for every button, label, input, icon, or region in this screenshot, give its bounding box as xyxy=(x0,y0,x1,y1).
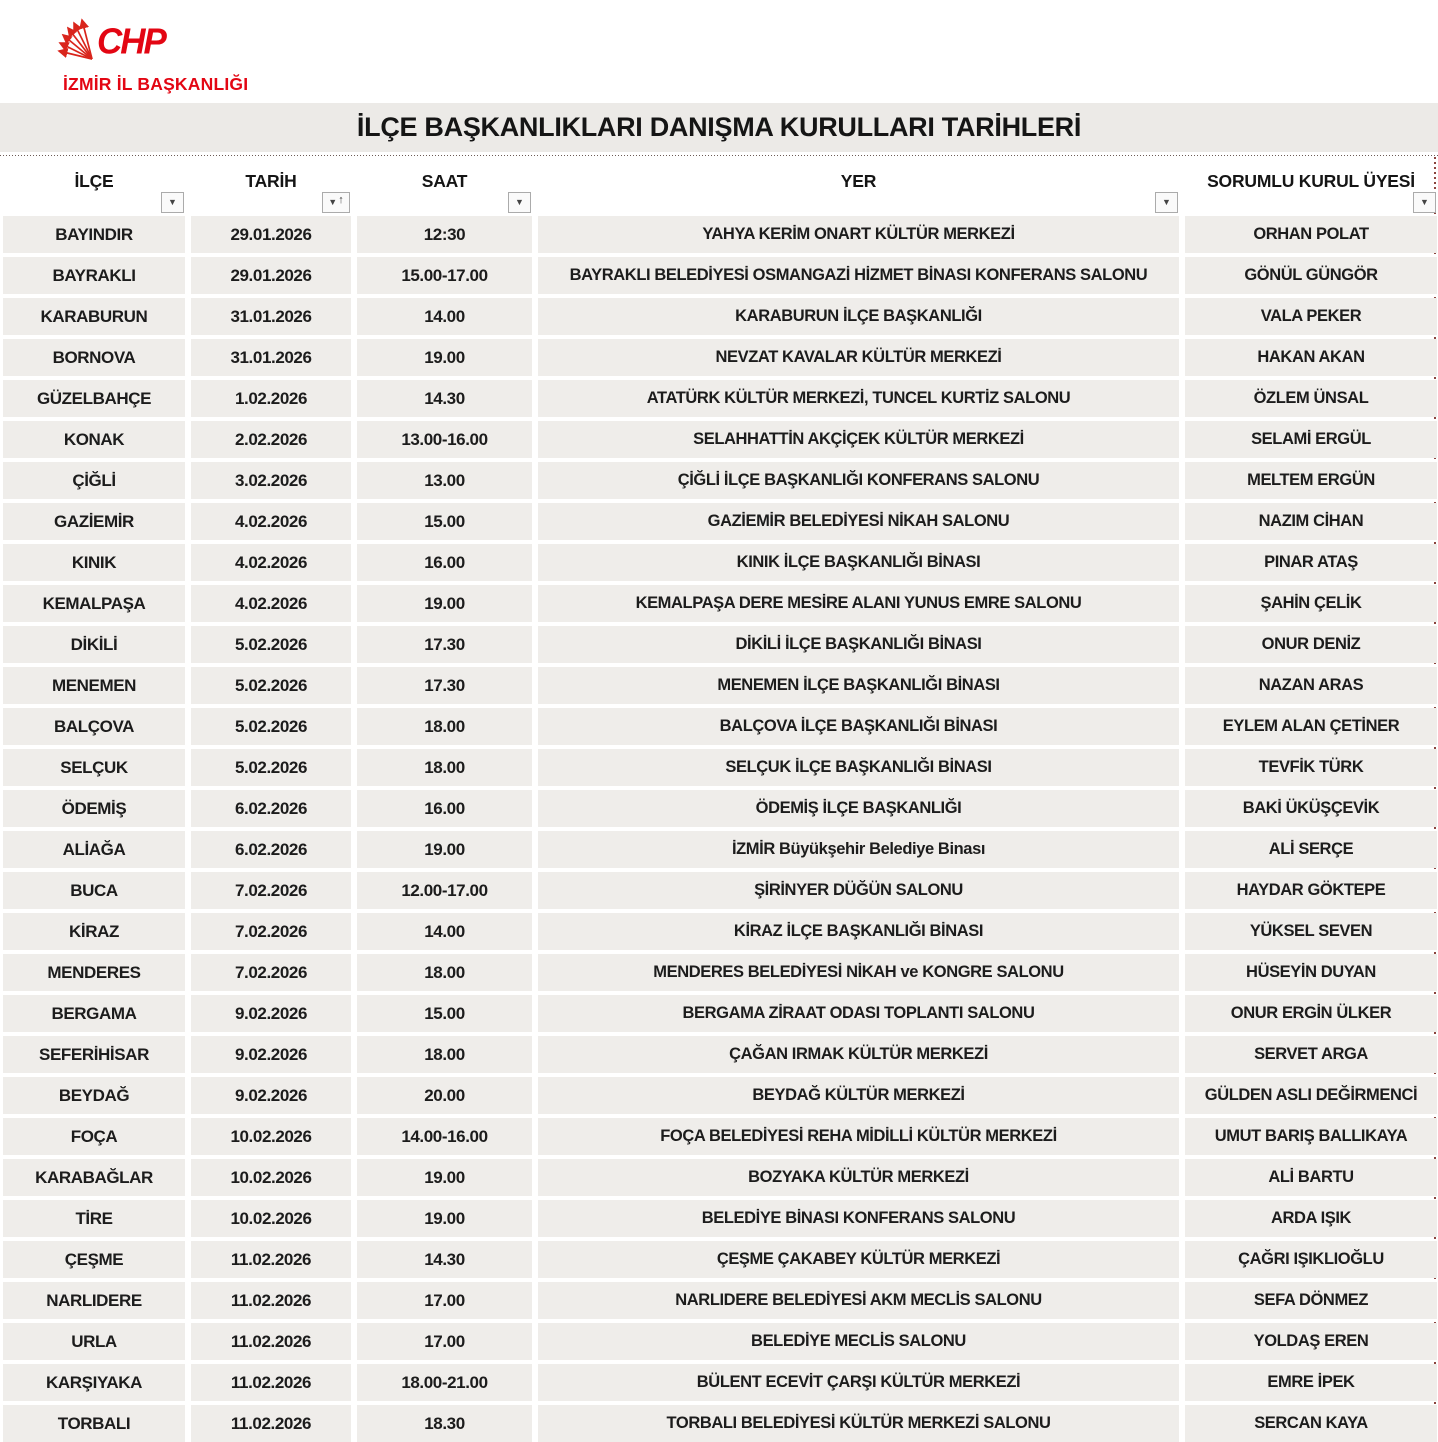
cell-district[interactable]: ALİAĞA xyxy=(3,831,185,868)
cell-place[interactable]: BEYDAĞ KÜLTÜR MERKEZİ xyxy=(538,1077,1179,1114)
cell-date[interactable]: 11.02.2026 xyxy=(191,1241,351,1278)
page-title: İLÇE BAŞKANLIKLARI DANIŞMA KURULLARI TARİHLERİ xyxy=(356,112,1082,142)
page-break-horizontal-line xyxy=(0,155,1438,156)
cell-date[interactable]: 31.01.2026 xyxy=(191,339,351,376)
cell-member[interactable]: SELAMİ ERGÜL xyxy=(1185,421,1437,458)
cell-date[interactable]: 4.02.2026 xyxy=(191,544,351,581)
cell-time[interactable]: 14.30 xyxy=(357,380,532,417)
cell-place[interactable]: İZMİR Büyükşehir Belediye Binası xyxy=(538,831,1179,868)
cell-district[interactable]: NARLIDERE xyxy=(3,1282,185,1319)
cell-date[interactable]: 9.02.2026 xyxy=(191,995,351,1032)
cell-member[interactable]: SERVET ARGA xyxy=(1185,1036,1437,1073)
cell-member[interactable]: HÜSEYİN DUYAN xyxy=(1185,954,1437,991)
cell-date[interactable]: 10.02.2026 xyxy=(191,1200,351,1237)
filter-dropdown-icon[interactable]: ▼ xyxy=(1413,192,1436,213)
cell-place[interactable]: ÇAĞAN IRMAK KÜLTÜR MERKEZİ xyxy=(538,1036,1179,1073)
cell-date[interactable]: 5.02.2026 xyxy=(191,708,351,745)
table-header xyxy=(3,157,1437,216)
cell-district[interactable]: KARABAĞLAR xyxy=(3,1159,185,1196)
cell-time[interactable]: 15.00 xyxy=(357,995,532,1032)
cell-time[interactable]: 20.00 xyxy=(357,1077,532,1114)
cell-member[interactable]: VALA PEKER xyxy=(1185,298,1437,335)
cell-date[interactable]: 7.02.2026 xyxy=(191,954,351,991)
cell-place[interactable]: MENEMEN İLÇE BAŞKANLIĞI BİNASI xyxy=(538,667,1179,704)
cell-date[interactable]: 11.02.2026 xyxy=(191,1364,351,1401)
cell-district[interactable]: DİKİLİ xyxy=(3,626,185,663)
cell-place[interactable]: DİKİLİ İLÇE BAŞKANLIĞI BİNASI xyxy=(538,626,1179,663)
column-header-district: İLÇE ▼ xyxy=(3,157,185,216)
cell-time[interactable]: 19.00 xyxy=(357,1159,532,1196)
cell-district[interactable]: BORNOVA xyxy=(3,339,185,376)
chp-logo-text: CHP xyxy=(97,21,165,62)
cell-member[interactable]: HAKAN AKAN xyxy=(1185,339,1437,376)
cell-district[interactable]: BALÇOVA xyxy=(3,708,185,745)
cell-place[interactable]: NEVZAT KAVALAR KÜLTÜR MERKEZİ xyxy=(538,339,1179,376)
cell-district[interactable]: KEMALPAŞA xyxy=(3,585,185,622)
cell-place[interactable]: BÜLENT ECEVİT ÇARŞI KÜLTÜR MERKEZİ xyxy=(538,1364,1179,1401)
cell-member[interactable]: ORHAN POLAT xyxy=(1185,216,1437,253)
cell-date[interactable]: 5.02.2026 xyxy=(191,749,351,786)
cell-member[interactable]: BAKİ ÜKÜŞÇEVİK xyxy=(1185,790,1437,827)
cell-time[interactable]: 18.00 xyxy=(357,708,532,745)
cell-district[interactable]: BUCA xyxy=(3,872,185,909)
cell-place[interactable]: KİRAZ İLÇE BAŞKANLIĞI BİNASI xyxy=(538,913,1179,950)
cell-district[interactable]: BERGAMA xyxy=(3,995,185,1032)
six-arrows-icon xyxy=(55,18,95,62)
cell-date[interactable]: 11.02.2026 xyxy=(191,1405,351,1442)
table-body xyxy=(3,216,1437,1442)
cell-district[interactable]: SEFERİHİSAR xyxy=(3,1036,185,1073)
cell-date[interactable]: 6.02.2026 xyxy=(191,831,351,868)
cell-member[interactable]: ÇAĞRI IŞIKLIOĞLU xyxy=(1185,1241,1437,1278)
cell-time[interactable]: 15.00-17.00 xyxy=(357,257,532,294)
cell-date[interactable]: 5.02.2026 xyxy=(191,626,351,663)
cell-district[interactable]: ÖDEMİŞ xyxy=(3,790,185,827)
cell-time[interactable]: 14.00 xyxy=(357,913,532,950)
cell-member[interactable]: ÖZLEM ÜNSAL xyxy=(1185,380,1437,417)
cell-place[interactable]: BOZYAKA KÜLTÜR MERKEZİ xyxy=(538,1159,1179,1196)
cell-place[interactable]: KINIK İLÇE BAŞKANLIĞI BİNASI xyxy=(538,544,1179,581)
cell-district[interactable]: SELÇUK xyxy=(3,749,185,786)
cell-district[interactable]: KARŞIYAKA xyxy=(3,1364,185,1401)
cell-place[interactable]: ÇİĞLİ İLÇE BAŞKANLIĞI KONFERANS SALONU xyxy=(538,462,1179,499)
cell-time[interactable]: 14.30 xyxy=(357,1241,532,1278)
cell-date[interactable]: 10.02.2026 xyxy=(191,1118,351,1155)
cell-member[interactable]: ARDA IŞIK xyxy=(1185,1200,1437,1237)
cell-place[interactable]: BELEDİYE BİNASI KONFERANS SALONU xyxy=(538,1200,1179,1237)
cell-member[interactable]: TEVFİK TÜRK xyxy=(1185,749,1437,786)
cell-member[interactable]: UMUT BARIŞ BALLIKAYA xyxy=(1185,1118,1437,1155)
cell-district[interactable]: ÇEŞME xyxy=(3,1241,185,1278)
cell-place[interactable]: ÖDEMİŞ İLÇE BAŞKANLIĞI xyxy=(538,790,1179,827)
cell-place[interactable]: GAZİEMİR BELEDİYESİ NİKAH SALONU xyxy=(538,503,1179,540)
cell-place[interactable]: YAHYA KERİM ONART KÜLTÜR MERKEZİ xyxy=(538,216,1179,253)
cell-district[interactable]: BAYINDIR xyxy=(3,216,185,253)
cell-member[interactable]: EYLEM ALAN ÇETİNER xyxy=(1185,708,1437,745)
cell-date[interactable]: 31.01.2026 xyxy=(191,298,351,335)
cell-member[interactable]: YOLDAŞ EREN xyxy=(1185,1323,1437,1360)
cell-member[interactable]: YÜKSEL SEVEN xyxy=(1185,913,1437,950)
cell-district[interactable]: KİRAZ xyxy=(3,913,185,950)
cell-date[interactable]: 10.02.2026 xyxy=(191,1159,351,1196)
cell-district[interactable]: ÇİĞLİ xyxy=(3,462,185,499)
cell-member[interactable]: GÖNÜL GÜNGÖR xyxy=(1185,257,1437,294)
cell-district[interactable]: FOÇA xyxy=(3,1118,185,1155)
filter-dropdown-icon[interactable]: ▼ xyxy=(1155,192,1178,213)
cell-district[interactable]: URLA xyxy=(3,1323,185,1360)
cell-place[interactable]: NARLIDERE BELEDİYESİ AKM MECLİS SALONU xyxy=(538,1282,1179,1319)
cell-time[interactable]: 18.00-21.00 xyxy=(357,1364,532,1401)
cell-member[interactable]: HAYDAR GÖKTEPE xyxy=(1185,872,1437,909)
cell-time[interactable]: 13.00-16.00 xyxy=(357,421,532,458)
cell-date[interactable]: 5.02.2026 xyxy=(191,667,351,704)
cell-member[interactable]: ALİ SERÇE xyxy=(1185,831,1437,868)
column-header-time: SAAT ▼ xyxy=(357,157,532,216)
cell-date[interactable]: 1.02.2026 xyxy=(191,380,351,417)
filter-dropdown-icon[interactable]: ▼ xyxy=(508,192,531,213)
cell-place[interactable]: SELAHHATTİN AKÇİÇEK KÜLTÜR MERKEZİ xyxy=(538,421,1179,458)
cell-date[interactable]: 6.02.2026 xyxy=(191,790,351,827)
cell-date[interactable]: 11.02.2026 xyxy=(191,1323,351,1360)
cell-place[interactable]: ATATÜRK KÜLTÜR MERKEZİ, TUNCEL KURTİZ SALONU xyxy=(538,380,1179,417)
cell-place[interactable]: KEMALPAŞA DERE MESİRE ALANI YUNUS EMRE SALONU xyxy=(538,585,1179,622)
cell-time[interactable]: 14.00 xyxy=(357,298,532,335)
cell-time[interactable]: 16.00 xyxy=(357,544,532,581)
cell-district[interactable]: BEYDAĞ xyxy=(3,1077,185,1114)
cell-time[interactable]: 18.00 xyxy=(357,749,532,786)
cell-time[interactable]: 15.00 xyxy=(357,503,532,540)
cell-member[interactable]: NAZIM CİHAN xyxy=(1185,503,1437,540)
cell-place[interactable]: ŞİRİNYER DÜĞÜN SALONU xyxy=(538,872,1179,909)
cell-time[interactable]: 19.00 xyxy=(357,831,532,868)
filter-dropdown-icon[interactable]: ▼ xyxy=(161,192,184,213)
cell-place[interactable]: TORBALI BELEDİYESİ KÜLTÜR MERKEZİ SALONU xyxy=(538,1405,1179,1442)
cell-time[interactable]: 19.00 xyxy=(357,339,532,376)
cell-district[interactable]: KONAK xyxy=(3,421,185,458)
cell-date[interactable]: 4.02.2026 xyxy=(191,585,351,622)
cell-time[interactable]: 13.00 xyxy=(357,462,532,499)
cell-date[interactable]: 4.02.2026 xyxy=(191,503,351,540)
cell-place[interactable]: KARABURUN İLÇE BAŞKANLIĞI xyxy=(538,298,1179,335)
cell-place[interactable]: BALÇOVA İLÇE BAŞKANLIĞI BİNASI xyxy=(538,708,1179,745)
cell-member[interactable]: ONUR DENİZ xyxy=(1185,626,1437,663)
cell-member[interactable]: MELTEM ERGÜN xyxy=(1185,462,1437,499)
cell-time[interactable]: 17.30 xyxy=(357,667,532,704)
column-header-member: SORUMLU KURUL ÜYESİ ▼ xyxy=(1185,157,1437,216)
column-header-date: TARİH ▼ ↑ xyxy=(191,157,351,216)
cell-date[interactable]: 7.02.2026 xyxy=(191,913,351,950)
cell-district[interactable]: BAYRAKLI xyxy=(3,257,185,294)
cell-date[interactable]: 29.01.2026 xyxy=(191,257,351,294)
cell-member[interactable]: EMRE İPEK xyxy=(1185,1364,1437,1401)
cell-district[interactable]: GÜZELBAHÇE xyxy=(3,380,185,417)
cell-date[interactable]: 7.02.2026 xyxy=(191,872,351,909)
cell-time[interactable]: 17.00 xyxy=(357,1323,532,1360)
cell-time[interactable]: 18.00 xyxy=(357,1036,532,1073)
cell-place[interactable]: SELÇUK İLÇE BAŞKANLIĞI BİNASI xyxy=(538,749,1179,786)
cell-date[interactable]: 29.01.2026 xyxy=(191,216,351,253)
cell-district[interactable]: TİRE xyxy=(3,1200,185,1237)
cell-place[interactable]: BELEDİYE MECLİS SALONU xyxy=(538,1323,1179,1360)
cell-district[interactable]: KINIK xyxy=(3,544,185,581)
cell-time[interactable]: 17.30 xyxy=(357,626,532,663)
cell-date[interactable]: 9.02.2026 xyxy=(191,1077,351,1114)
cell-place[interactable]: MENDERES BELEDİYESİ NİKAH ve KONGRE SALONU xyxy=(538,954,1179,991)
cell-member[interactable]: SERCAN KAYA xyxy=(1185,1405,1437,1442)
cell-member[interactable]: SEFA DÖNMEZ xyxy=(1185,1282,1437,1319)
cell-time[interactable]: 16.00 xyxy=(357,790,532,827)
cell-date[interactable]: 2.02.2026 xyxy=(191,421,351,458)
title-band xyxy=(0,103,1438,152)
chp-logo xyxy=(55,16,165,62)
filter-dropdown-sort-asc-icon[interactable]: ▼ ↑ xyxy=(322,192,350,213)
cell-date[interactable]: 3.02.2026 xyxy=(191,462,351,499)
column-header-place: YER ▼ xyxy=(538,157,1179,216)
cell-district[interactable]: MENEMEN xyxy=(3,667,185,704)
cell-member[interactable]: NAZAN ARAS xyxy=(1185,667,1437,704)
cell-time[interactable]: 18.00 xyxy=(357,954,532,991)
cell-member[interactable]: ONUR ERGİN ÜLKER xyxy=(1185,995,1437,1032)
cell-place[interactable]: FOÇA BELEDİYESİ REHA MİDİLLİ KÜLTÜR MERKEZİ xyxy=(538,1118,1179,1155)
cell-time[interactable]: 17.00 xyxy=(357,1282,532,1319)
cell-place[interactable]: ÇEŞME ÇAKABEY KÜLTÜR MERKEZİ xyxy=(538,1241,1179,1278)
cell-time[interactable]: 19.00 xyxy=(357,585,532,622)
cell-time[interactable]: 18.30 xyxy=(357,1405,532,1442)
cell-district[interactable]: KARABURUN xyxy=(3,298,185,335)
cell-district[interactable]: MENDERES xyxy=(3,954,185,991)
cell-place[interactable]: BAYRAKLI BELEDİYESİ OSMANGAZİ HİZMET BİNASI KONFERANS SALONU xyxy=(538,257,1179,294)
cell-time[interactable]: 12:30 xyxy=(357,216,532,253)
cell-time[interactable]: 19.00 xyxy=(357,1200,532,1237)
cell-date[interactable]: 9.02.2026 xyxy=(191,1036,351,1073)
cell-member[interactable]: ŞAHİN ÇELİK xyxy=(1185,585,1437,622)
cell-district[interactable]: TORBALI xyxy=(3,1405,185,1442)
cell-time[interactable]: 14.00-16.00 xyxy=(357,1118,532,1155)
cell-member[interactable]: ALİ BARTU xyxy=(1185,1159,1437,1196)
cell-place[interactable]: BERGAMA ZİRAAT ODASI TOPLANTI SALONU xyxy=(538,995,1179,1032)
cell-date[interactable]: 11.02.2026 xyxy=(191,1282,351,1319)
cell-district[interactable]: GAZİEMİR xyxy=(3,503,185,540)
cell-member[interactable]: GÜLDEN ASLI DEĞİRMENCİ xyxy=(1185,1077,1437,1114)
cell-member[interactable]: PINAR ATAŞ xyxy=(1185,544,1437,581)
org-name: İZMİR İL BAŞKANLIĞI xyxy=(63,74,249,94)
cell-time[interactable]: 12.00-17.00 xyxy=(357,872,532,909)
